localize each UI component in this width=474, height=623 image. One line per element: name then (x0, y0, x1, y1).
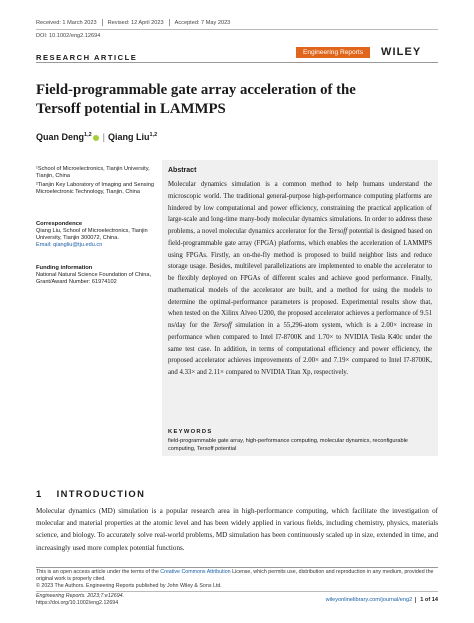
page-number: 1 of 14 (415, 597, 438, 603)
footer-rule-2 (36, 591, 438, 592)
section-number: 1 (36, 488, 43, 499)
orcid-icon[interactable] (93, 135, 99, 141)
keywords-heading: KEYWORDS (168, 429, 213, 435)
affiliation: ²Tianjin Key Laboratory of Imaging and Sensing Microelectronic Technology, Tianjin, China (36, 182, 154, 196)
abstract-italic: Tersoff (213, 322, 232, 329)
email-link[interactable]: Email: qiangliu@tju.edu.cn (36, 242, 103, 249)
footer-right (326, 597, 438, 603)
author-separator: | (102, 132, 106, 142)
correspondence-body: Qiang Liu, School of Microelectronics, Tianjin University, Tianjin 300072, China. (36, 228, 148, 242)
abstract-part: Molecular dynamics simulation is a common method to help humans understand the microscopic world. The traditional general-purpose high-performance computing platforms are hindered by low computational and power efficiency, constraining the practical application of large-scale and long-time many-body molecular dynamics simulations. In order to address these problems, a novel molecular dynamics accelerator for the (168, 181, 432, 235)
section-heading (36, 488, 145, 499)
license-text: License, which permits use, distribution and reproduction in any medium, provided the original work is properly cited. (36, 569, 434, 582)
funding-body: National Natural Science Foundation of China, Grant/Award Number: 61974102 (36, 272, 152, 286)
author-name[interactable]: Qiang Liu (108, 132, 150, 142)
article-dates (36, 19, 230, 26)
journal-badge[interactable]: Engineering Reports (296, 47, 370, 58)
section-body: Molecular dynamics (MD) simulation is a popular research area in high-performance computing, which facilitate the investigation of molecular and material properties at the atomic level and has been widely applied in various fields, including chemistry, physics, materials science, and biology. To accurately solve real-world problems, MD simulation has been continuously scaled up in size, extended in time, and increasingly used more complex potential functions. (36, 507, 438, 552)
divider (102, 19, 103, 26)
divider (169, 19, 170, 26)
affiliation: ¹School of Microelectronics, Tianjin University, Tianjin, China (36, 166, 150, 180)
doi[interactable]: DOI: 10.1002/eng2.12694 (36, 33, 101, 39)
header-rule-2 (36, 62, 438, 63)
correspondence-heading: Correspondence (36, 221, 83, 227)
license-note (36, 569, 438, 590)
article-type: RESEARCH ARTICLE (36, 53, 138, 62)
citation: Engineering Reports. 2023;7:e12694. (36, 593, 125, 599)
abstract-text (168, 179, 432, 379)
author-affiliation-marker: 1,2 (149, 132, 158, 138)
keywords-list: field-programmable gate array, high-performance computing, molecular dynamics, reconfigurable computing, Tersoff potential (168, 438, 408, 453)
site-link[interactable]: wileyonlinelibrary.com/journal/eng2 (325, 597, 413, 603)
abstract-heading: Abstract (168, 167, 197, 174)
publisher-logo: WILEY (381, 46, 422, 58)
abstract-part: potential is designed based on field-programmable gate array (FPGA) platforms, which enables the acceleration of LAMMPS using FPGAs. Firstly, an on-the-fly method is proposed to build neighbor lists and reduce storage usage. Besides, multilevel parallelizations are implemented to enable the accelerator to be flexibly deployed on FPGAs of different scales and achieve good performance. Finally, mathematical models of the accelerator are built, and a method for using the models to determine the optimal-performance parameters is proposed. Experimental results show that, when tested on the Xilinx Alveo U200, the proposed accelerator achieves a performance of 9.51 ns/day for the (168, 228, 432, 329)
correspondence (36, 221, 156, 249)
section-title: INTRODUCTION (56, 488, 146, 499)
doi-link[interactable]: https://doi.org/10.1002/eng2.12694 (36, 599, 119, 606)
received-date: Received: 1 March 2023 (36, 19, 97, 26)
header-rule (36, 29, 438, 30)
paper-title: Field-programmable gate array acceleration of the Tersoff potential in LAMMPS (36, 82, 356, 117)
author-affiliation-marker: 1,2 (84, 132, 92, 138)
footer-rule (36, 567, 438, 568)
copyright: © 2023 The Authors. Engineering Reports published by John Wiley & Sons Ltd. (36, 582, 222, 589)
license-link[interactable]: Creative Commons Attribution (160, 569, 231, 575)
accepted-date: Accepted: 7 May 2023 (174, 19, 231, 26)
abstract-part: simulation in a 55,296-atom system, which is a 2.00× increase in performance when compared to Intel I7-8700K and 1.70× to NVIDIA Tesla K40c under the same test case. In addition, in terms of computational efficiency and power efficiency, the proposed accelerator achieves improvements of 2.00× and 7.19× compared to Intel I7-8700K, and 4.33× and 2.11× compared to NVIDIA Titan Xp, respectively. (168, 322, 432, 376)
revised-date: Revised: 12 April 2023 (107, 19, 164, 26)
author-list (36, 132, 157, 142)
author-name[interactable]: Quan Deng (36, 132, 85, 142)
abstract-italic: Tersoff (328, 228, 348, 235)
funding-heading: Funding information (36, 265, 93, 271)
license-text: This is an open access article under the terms of the (36, 569, 161, 575)
funding (36, 265, 156, 286)
